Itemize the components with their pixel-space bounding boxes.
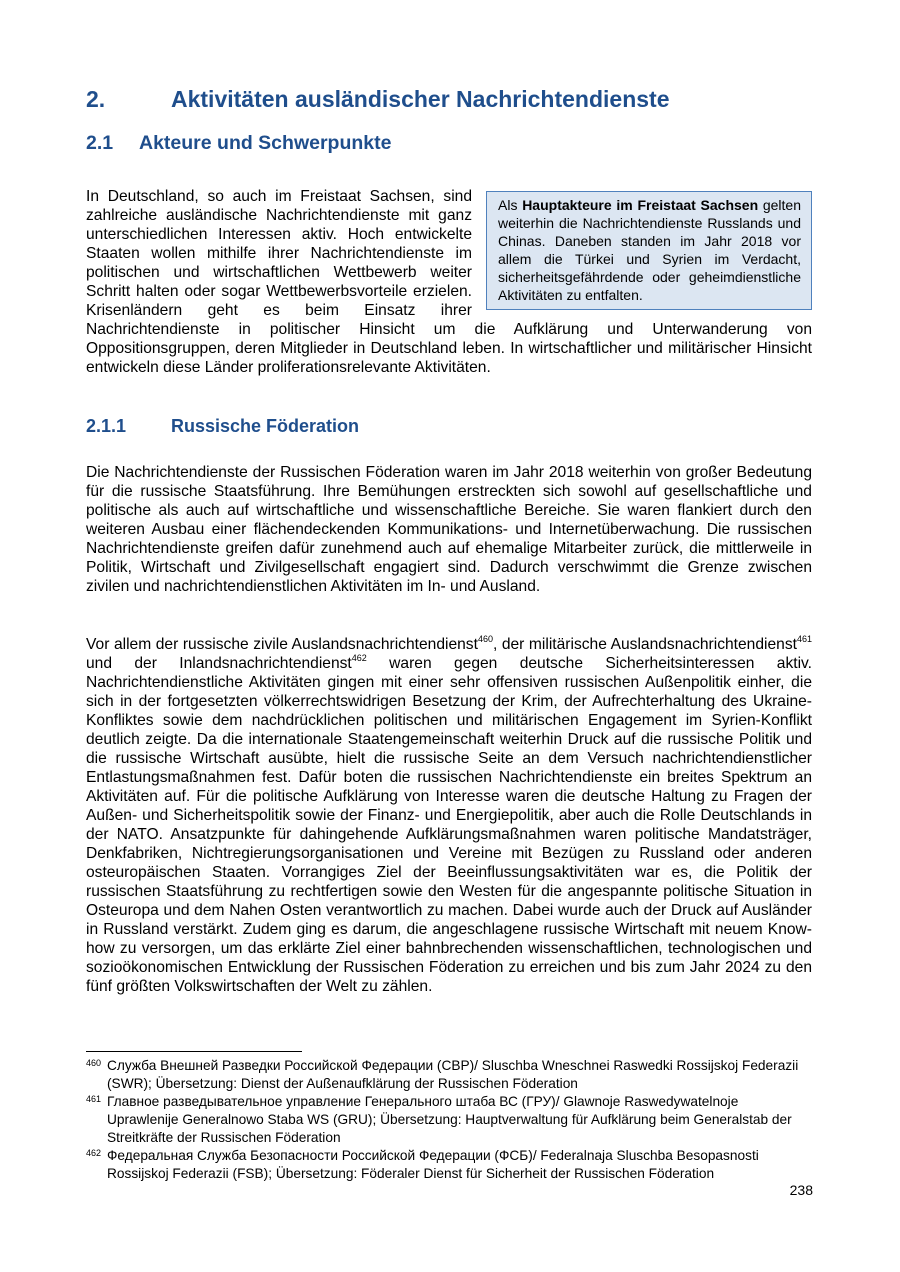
footnote-ref-461[interactable]: 461 bbox=[796, 634, 812, 644]
footnote-text: Федеральная Служба Безопасности Российской Федерации (ФСБ)/ Federalnaja Sluschba Besopasnosti Rossijskoj Federazii (FSB); Übersetzung: Föderaler Dienst für Sicherheit der Russischen Föderation bbox=[107, 1148, 759, 1181]
footnote-number: 460 bbox=[86, 1058, 102, 1068]
footnote-ref-460[interactable]: 460 bbox=[477, 634, 493, 644]
chapter-title: Aktivitäten ausländischer Nachrichtendienste bbox=[171, 86, 670, 112]
subsection-title: Russische Föderation bbox=[171, 416, 360, 436]
subsection-heading bbox=[86, 416, 359, 437]
info-box-text: gelten weiterhin die Nachrichtendienste Russlands und Chinas. Daneben standen im Jahr 2018 vor allem die Türkei und Syrien im Verdacht, sicherheitsgefährdende oder geheimdienstliche Aktivitäten zu entfalten. bbox=[498, 197, 801, 303]
paragraph-2-segment-3: und der Inlandsnachrichtendienst bbox=[86, 655, 352, 672]
footnote-text: Служба Внешней Разведки Российской Федерации (СВР)/ Sluschba Wneschnei Raswedki Rossijskoj Federazii (SWR); Übersetzung: Dienst der Außenaufklärung der Russischen Föderation bbox=[107, 1058, 799, 1091]
section-heading bbox=[86, 132, 391, 155]
footnote-ref-462[interactable]: 462 bbox=[351, 653, 367, 663]
intro-block bbox=[86, 187, 812, 377]
footnote bbox=[86, 1093, 813, 1147]
intro-paragraph: In Deutschland, so auch im Freistaat Sachsen, sind zahlreiche ausländische Nachrichtendienste mit ganz unterschiedlichen Interessen aktiv. Hoch entwickelte Staaten wollen mithilfe ihrer Nachrichtendienste im politischen und wirtschaftlichen Wettbewerb weiter Schritt halten oder sogar Wettbewerbsvorteile erzielen. Krisenländern geht es beim Einsatz ihrer Nachrichtendienste in politischer Hinsicht um die Aufklärung und Unterwanderung von Oppositionsgruppen, deren Mitglieder in Deutschland leben. In wirtschaftlicher und militärischer Hinsicht entwickeln diese Länder proliferationsrelevante Aktivitäten. bbox=[86, 188, 812, 376]
info-box bbox=[486, 191, 812, 310]
section-number: 2.1 bbox=[86, 132, 114, 154]
footnotes bbox=[86, 1057, 813, 1183]
footnote-number: 461 bbox=[86, 1094, 102, 1104]
info-box-lead: Als bbox=[498, 197, 523, 213]
paragraph-2-segment-4: waren gegen deutsche Sicherheitsinteressen aktiv. Nachrichtendienstliche Aktivitäten gingen mit einer sehr offensiven russischen Außenpolitik einher, die sich in der fortgesetzten völkerrechtswidrigen Besetzung der Krim, der Aufrechterhaltung des Ukraine-Konfliktes sowie dem nachdrücklichen politischen und militärischen Engagement im Syrien-Konflikt deutlich zeigte. Da die internationale Staatengemeinschaft weiterhin Druck auf die russische Politik und die russische Wirtschaft ausübte, hielt die russische Seite an dem Versuch nachrichtendienstlicher Entlastungsmaßnahmen fest. Dafür boten die russischen Nachrichtendienste ein breites Spektrum an Aktivitäten auf. Für die politische Aufklärung von Interesse waren die deutsche Haltung zu Fragen der Außen- und Sicherheitspolitik sowie der Finanz- und Energiepolitik, aber auch die Rolle Deutschlands in der NATO. Ansatzpunkte für dahingehende Aufklärungsmaßnahmen waren politische Mandatsträger, Denkfabriken, Nichtregierungsorganisationen und Vereine mit Bezügen zu Russland oder anderen osteuropäischen Staaten. Vorrangiges Ziel der Beeinflussungsaktivitäten war es, die Politik der russischen Staatsführung zu rechtfertigen sowie den Westen für die angespannte politische Situation in Osteuropa und dem Nahen Osten verantwortlich zu machen. Dabei wurde auch der Druck auf Ausländer in Russland verstärkt. Zudem ging es darum, die angeschlagene russische Wirtschaft mit neuem Know-how zu versorgen, um das erklärte Ziel einer bahnbrechenden wissenschaftlichen, technologischen und sozioökonomischen Entwicklung der Russischen Föderation zu erreichen und bis zum Jahr 2024 zu den fünf größten Volkswirtschaften der Welt zu zählen. bbox=[86, 655, 813, 995]
info-box-emphasis: Hauptakteure im Freistaat Sachsen bbox=[522, 197, 759, 213]
footnote-text: Главное разведывательное управление Генерального штаба ВС (ГРУ)/ Glawnoje Raswedywatelnoje Uprawlenije Generalnowo Staba WS (GRU); Übersetzung: Hauptverwaltung für Aufklärung beim Generalstab der Streitkräfte der Russischen Föderation bbox=[107, 1094, 792, 1145]
section-title: Akteure und Schwerpunkte bbox=[139, 132, 392, 154]
paragraph-2-segment-2: , der militärische Auslandsnachrichtendienst bbox=[492, 636, 797, 653]
page-number: 238 bbox=[789, 1182, 813, 1198]
footnote-separator bbox=[86, 1051, 302, 1052]
footnote-number: 462 bbox=[86, 1148, 102, 1158]
paragraph-2-segment-1: Vor allem der russische zivile Auslandsnachrichtendienst bbox=[86, 636, 478, 653]
chapter-number: 2. bbox=[86, 86, 106, 112]
chapter-heading bbox=[86, 86, 670, 113]
footnote bbox=[86, 1057, 813, 1093]
body-paragraph-2 bbox=[86, 635, 812, 996]
footnote bbox=[86, 1147, 813, 1183]
subsection-number: 2.1.1 bbox=[86, 416, 127, 436]
body-paragraph-1: Die Nachrichtendienste der Russischen Föderation waren im Jahr 2018 weiterhin von großer Bedeutung für die russische Staatsführung. Ihre Bemühungen erstreckten sich sowohl auf gesellschaftliche und politische als auch auf wirtschaftliche und wissenschaftliche Bereiche. Sie waren flankiert durch den weiteren Ausbau einer flächendeckenden Kommunikations- und Internetüberwachung. Die russischen Nachrichtendienste greifen dafür zunehmend auch auf ehemalige Mitarbeiter zurück, die mittlerweile in Politik, Wirtschaft und Zivilgesellschaft engagiert sind. Dadurch verschwimmt die Grenze zwischen zivilen und nachrichtendienstlichen Aktivitäten im In- und Ausland. bbox=[86, 464, 812, 595]
